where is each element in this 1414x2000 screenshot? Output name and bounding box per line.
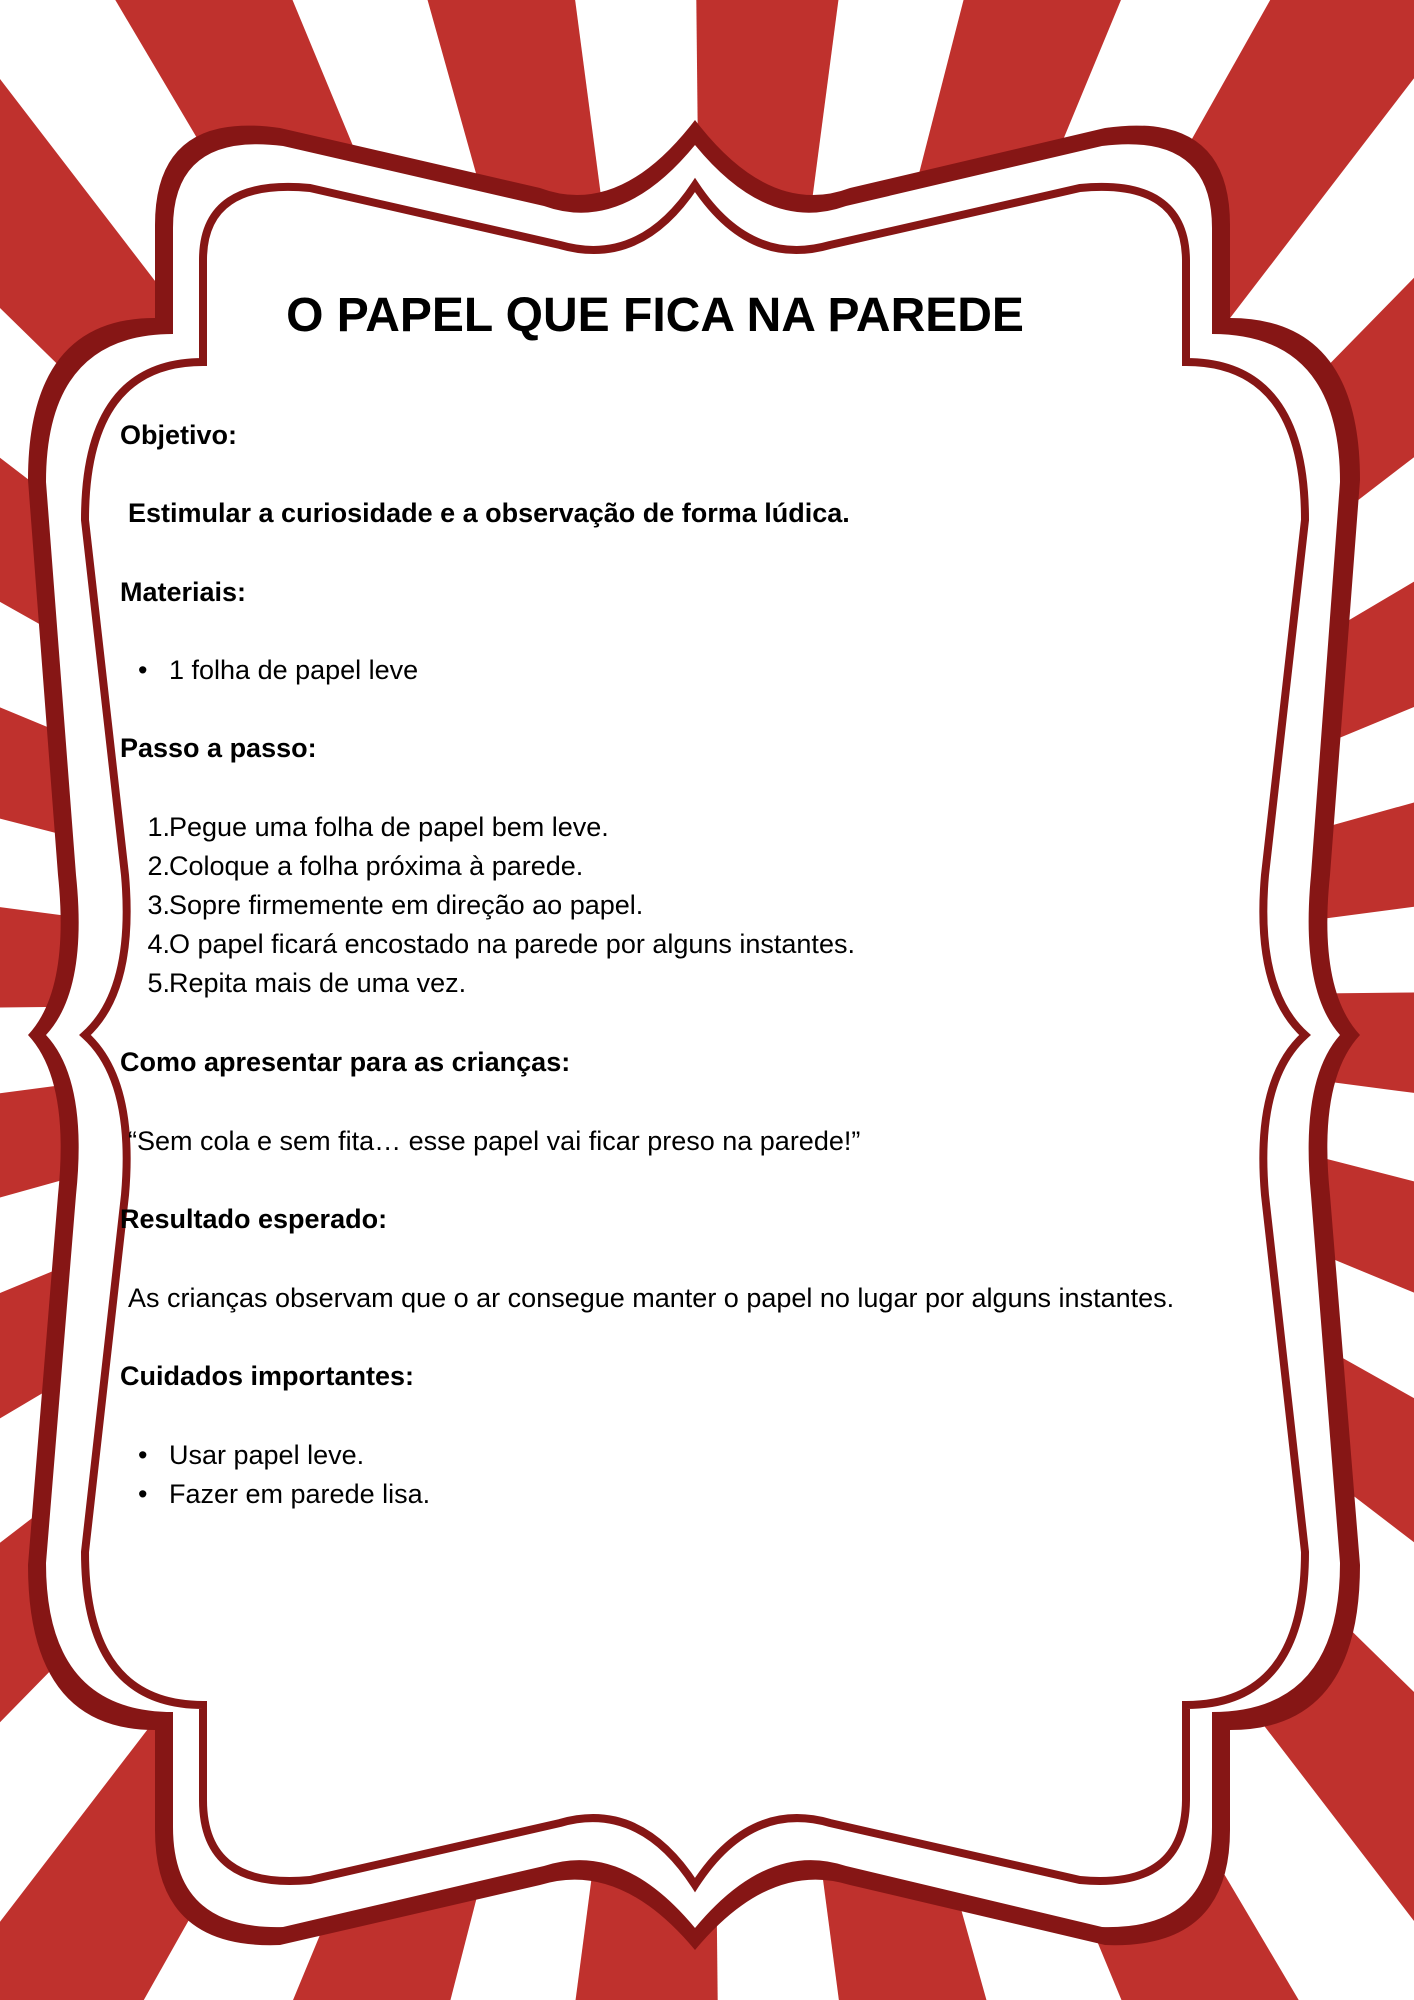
presentation-quote: “Sem cola e sem fita… esse papel vai ficar preso na parede!”: [128, 1126, 861, 1156]
list-item: Usar papel leve.: [169, 1440, 365, 1470]
step-number: 5.: [147, 968, 170, 998]
step-item: Pegue uma folha de papel bem leve.: [169, 812, 609, 842]
step-item: Coloque a folha próxima à parede.: [169, 851, 584, 881]
step-number: 4.: [147, 929, 170, 959]
step-item: O papel ficará encostado na parede por alguns instantes.: [169, 929, 855, 959]
materials-heading: Materiais:: [120, 577, 247, 607]
bullet-icon: •: [138, 1479, 148, 1509]
page-title: O PAPEL QUE FICA NA PAREDE: [286, 289, 1024, 342]
list-item: Fazer em parede lisa.: [169, 1479, 431, 1509]
bullet-icon: •: [138, 655, 148, 685]
step-number: 1.: [147, 812, 170, 842]
result-text: As crianças observam que o ar consegue manter o papel no lugar por alguns instantes.: [128, 1283, 1175, 1313]
objective-heading: Objetivo:: [120, 420, 238, 450]
presentation-heading: Como apresentar para as crianças:: [120, 1047, 571, 1077]
step-item: Sopre firmemente em direção ao papel.: [169, 890, 644, 920]
step-item: Repita mais de uma vez.: [169, 968, 467, 998]
list-item: 1 folha de papel leve: [169, 655, 419, 685]
steps-heading: Passo a passo:: [120, 733, 317, 763]
care-heading: Cuidados importantes:: [120, 1361, 415, 1391]
bullet-icon: •: [138, 1440, 148, 1470]
step-number: 3.: [147, 890, 170, 920]
result-heading: Resultado esperado:: [120, 1204, 388, 1234]
step-number: 2.: [147, 851, 170, 881]
objective-text: Estimular a curiosidade e a observação de forma lúdica.: [128, 498, 850, 528]
